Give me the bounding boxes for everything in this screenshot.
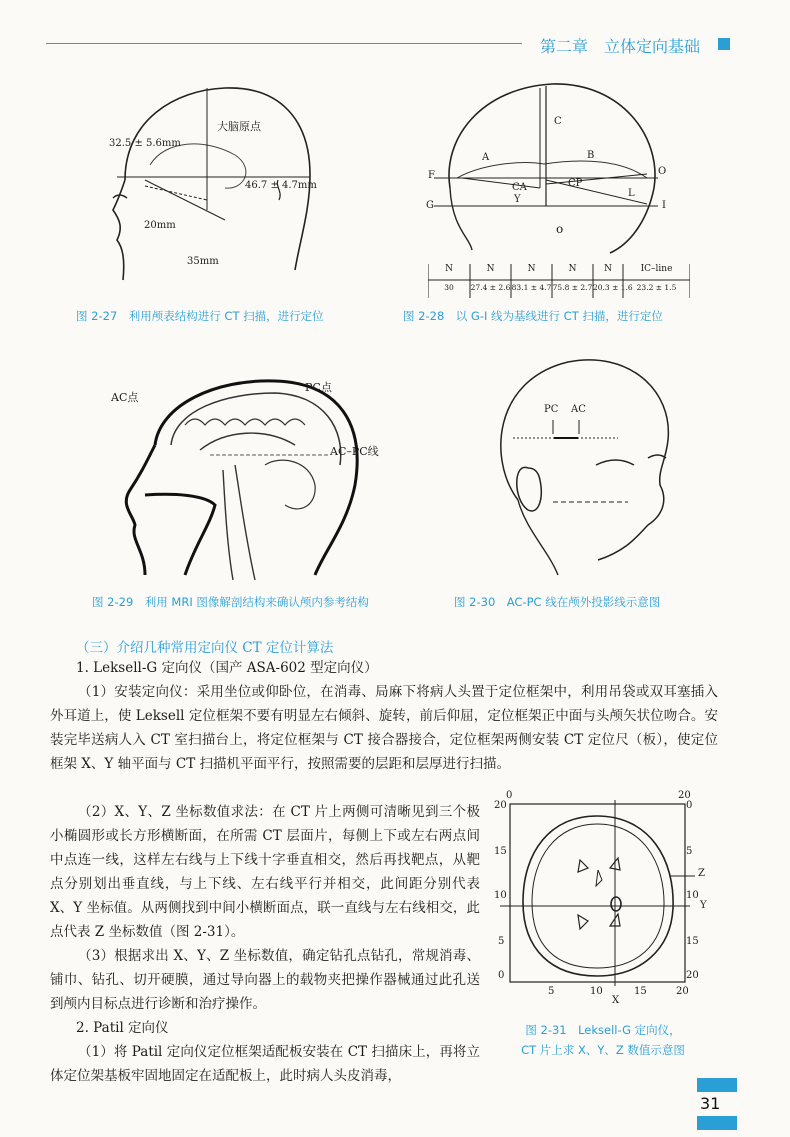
gi-table-header-row bbox=[428, 264, 690, 274]
paragraph-xyz: （2）X、Y、Z 坐标数值求法：在 CT 片上两侧可清晰见到三个极小椭圆形或长方形横断面，在所需 CT 层面片，每侧上下或左右两点间中点连一线，这样左右线与上下线十字垂直相交，然后再找靶点，从靶点分别划出垂直线，与上下线、左右线平行并相交，此间距分别代表 X、Y 坐标值。从两侧找到中间小横断面点，联一直线与左右线相交，此点代表 Z 坐标数值（图 2-31）。 bbox=[50, 804, 480, 940]
section-heading: （三）介绍几种常用定向仪 CT 定位计算法 bbox=[76, 640, 334, 656]
label-o-lower: o bbox=[556, 222, 564, 236]
label-measure-2: 46.7 ± 4.7mm bbox=[245, 180, 317, 191]
paragraph-drilling: （3）根据求出 X、Y、Z 坐标数值，确定钻孔点钻孔，常规消毒、铺巾、钻孔、切开硬膜，通过导向器上的载物夹把操作器械通过此孔送到颅内目标点进行诊断和治疗操作。 bbox=[50, 948, 480, 1012]
scale-right: 20 bbox=[686, 970, 699, 981]
ct-slice-diagram bbox=[490, 790, 710, 1010]
label-pc-point: PC点 bbox=[305, 381, 332, 394]
subheading-leksell: 1. Leksell-G 定向仪（国产 ASA-602 型定向仪） bbox=[76, 660, 378, 676]
label-x: X bbox=[612, 995, 620, 1006]
scale-bottom: 20 bbox=[676, 986, 689, 997]
scale-right: 10 bbox=[686, 890, 699, 901]
caption-figure-2-28: 图 2-28 以 G-I 线为基线进行 CT 扫描，进行定位 bbox=[403, 309, 663, 323]
label-c: C bbox=[554, 116, 562, 127]
gi-table-header-cell: N bbox=[604, 264, 612, 274]
gi-table-cell: 20.3 ± 1.6 bbox=[593, 283, 633, 292]
label-ac-pc-line: AC–PC线 bbox=[330, 445, 379, 458]
label-a: A bbox=[482, 152, 490, 163]
figure-2-28 bbox=[422, 78, 677, 258]
label-brain-origin: 大脑原点 bbox=[217, 120, 261, 133]
label-y: Y bbox=[514, 194, 521, 205]
caption-figure-2-27: 图 2-27 利用颅表结构进行 CT 扫描，进行定位 bbox=[76, 309, 324, 323]
paragraph-install: （1）安装定向仪：采用坐位或仰卧位，在消毒、局麻下将病人头置于定位框架中，利用吊袋或双耳塞插入外耳道上，使 Leksell 定位框架不要有明显左右倾斜、旋转，前后仰屈，定位框架正中面与头颅矢状位吻合。安装完毕送病人入 CT 室扫描台上，将定位框架与 CT 接合器接合，定位框架两侧安装 CT 定位尺（板），使定位框架 X、Y 轴平面与 CT 扫描机平面平行，按照需要的层距和层厚进行扫描。 bbox=[50, 684, 718, 772]
gi-table-cell: 27.4 ± 2.6 bbox=[470, 283, 511, 292]
label-measure-3: 20mm bbox=[144, 220, 176, 231]
label-l: L bbox=[628, 188, 635, 199]
label-z: Z bbox=[698, 868, 705, 879]
label-cp: CP bbox=[568, 178, 583, 189]
label-measure-1: 32.5 ± 5.6mm bbox=[109, 138, 181, 149]
page-tab-bar bbox=[697, 1116, 737, 1130]
figure-2-31 bbox=[490, 790, 710, 1010]
head-side-projection-drawing bbox=[478, 350, 678, 580]
caption-figure-2-31-line2: CT 片上求 X、Y、Z 数值示意图 bbox=[521, 1043, 685, 1057]
scale-left: 10 bbox=[494, 890, 507, 901]
label-ca: CA bbox=[512, 182, 527, 193]
gi-table-cell: 83.1 ± 4.7 bbox=[511, 283, 552, 292]
caption-figure-2-31 bbox=[496, 1020, 710, 1060]
scale-right: 0 bbox=[686, 800, 693, 811]
label-i: I bbox=[662, 200, 666, 211]
label-y: Y bbox=[700, 900, 707, 911]
page-tab-bar bbox=[697, 1078, 737, 1092]
head-gi-line-drawing bbox=[422, 78, 677, 258]
caption-figure-2-30: 图 2-30 AC-PC 线在颅外投影线示意图 bbox=[454, 595, 661, 609]
gi-table-header-cell: N bbox=[527, 264, 536, 274]
mri-sagittal-drawing bbox=[115, 375, 385, 585]
scale-bottom: 5 bbox=[548, 986, 555, 997]
scale-top-20: 20 bbox=[678, 790, 691, 801]
page-number: 31 bbox=[700, 1094, 721, 1113]
chapter-marker-square bbox=[718, 38, 730, 50]
subheading-patil: 2. Patil 定向仪 bbox=[76, 1020, 169, 1036]
caption-figure-2-31-line1: 图 2-31 Leksell-G 定向仪， bbox=[525, 1023, 681, 1037]
caption-figure-2-29: 图 2-29 利用 MRI 图像解剖结构来确认颅内参考结构 bbox=[92, 595, 369, 609]
gi-table-cell: 30 bbox=[444, 283, 454, 292]
scale-right: 5 bbox=[686, 846, 693, 857]
header-rule bbox=[46, 43, 522, 44]
scale-right: 15 bbox=[686, 936, 699, 947]
scale-top-0: 0 bbox=[506, 790, 513, 801]
scale-left: 15 bbox=[494, 846, 507, 857]
gi-table-value-row bbox=[428, 283, 690, 292]
gi-table-cell: 23.2 ± 1.5 bbox=[636, 283, 677, 292]
chapter-title: 第二章 立体定向基础 bbox=[540, 37, 701, 56]
label-pc: PC bbox=[544, 404, 559, 415]
scale-bottom: 10 bbox=[590, 986, 603, 997]
gi-table-cell: 75.8 ± 2.7 bbox=[552, 283, 593, 292]
figure-2-27 bbox=[95, 80, 355, 290]
label-g: G bbox=[426, 200, 434, 211]
paragraph-patil: （1）将 Patil 定向仪定位框架适配板安装在 CT 扫描床上，再将立体定位架基板牢固地固定在适配板上，此时病人头皮消毒， bbox=[50, 1044, 480, 1084]
scale-left: 20 bbox=[494, 800, 507, 811]
figure-2-29 bbox=[111, 375, 385, 585]
gi-table-header-cell: N bbox=[486, 264, 495, 274]
label-o: O bbox=[658, 166, 667, 177]
scale-bottom: 15 bbox=[634, 986, 647, 997]
gi-table-header-cell: N bbox=[445, 264, 453, 274]
scale-left: 0 bbox=[498, 970, 505, 981]
label-b: B bbox=[587, 150, 595, 161]
label-ac: AC bbox=[571, 404, 586, 415]
label-ac-point: AC点 bbox=[111, 391, 139, 404]
scale-left: 5 bbox=[498, 936, 505, 947]
gi-table-header-cell: N bbox=[568, 264, 577, 274]
label-f: F bbox=[428, 170, 435, 181]
gi-table-header-cell: IC–line bbox=[640, 264, 673, 274]
figure-2-30 bbox=[478, 350, 678, 580]
label-measure-4: 35mm bbox=[187, 256, 219, 267]
